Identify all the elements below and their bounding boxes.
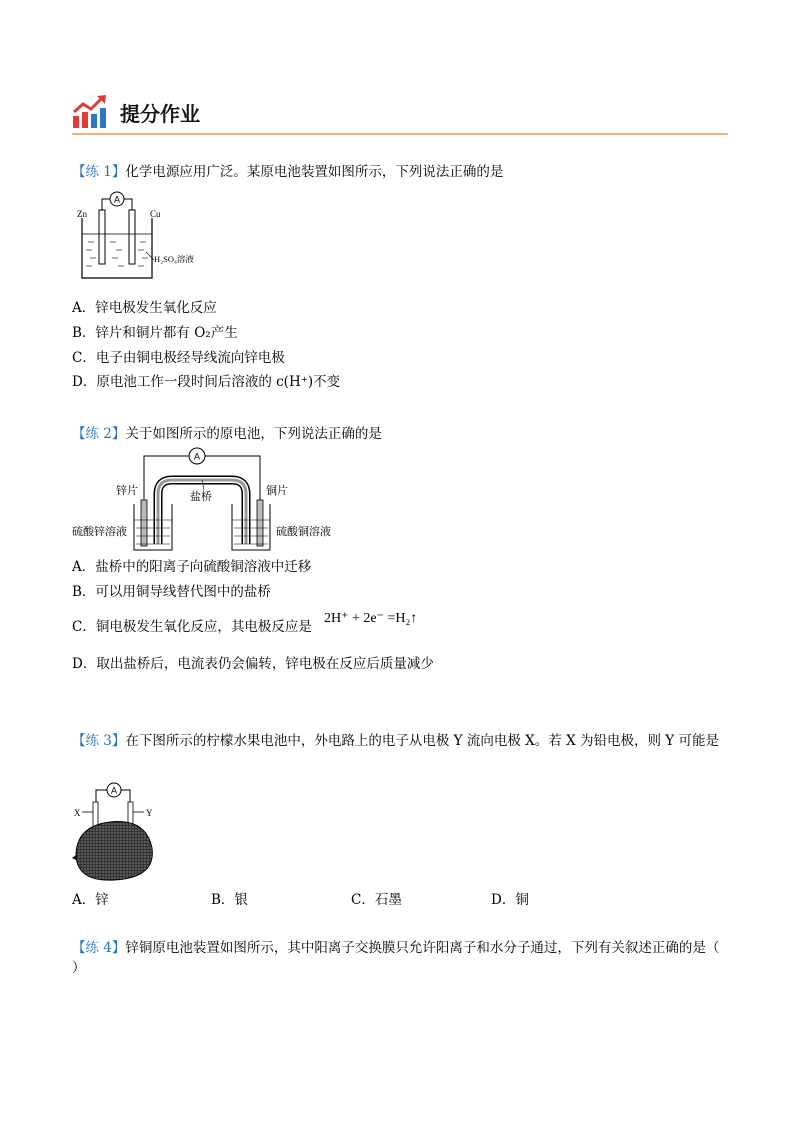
question-tag: 【练 4】 xyxy=(72,940,126,956)
question-4 xyxy=(72,938,728,978)
question-tag: 【练 3】 xyxy=(72,733,126,749)
q1-option-d[interactable]: D．原电池工作一段时间后溶液的 c(H⁺)不变 xyxy=(72,374,341,390)
ammeter-label: A xyxy=(110,785,118,796)
ammeter-label: A xyxy=(193,451,201,462)
q2-option-c[interactable]: C．铜电极发生氧化反应，其电极反应是 xyxy=(72,619,312,635)
q1-option-b[interactable]: B．锌片和铜片都有 O₂产生 xyxy=(72,325,238,341)
question-2 xyxy=(72,424,728,444)
q3-lemon-battery-figure xyxy=(72,778,172,884)
bar-chart-trend-icon xyxy=(72,94,108,130)
q2-option-b[interactable]: B．可以用铜导线替代图中的盐桥 xyxy=(72,584,271,600)
q3-option-a[interactable]: A．锌 xyxy=(72,892,109,908)
solution-label: H₂SO₄溶液 xyxy=(154,254,194,264)
q1-option-a[interactable]: A．锌电极发生氧化反应 xyxy=(72,300,217,316)
question-text: 化学电源应用广泛。某原电池装置如图所示，下列说法正确的是 xyxy=(125,164,504,180)
zinc-plate-label: 锌片 xyxy=(116,484,138,497)
y-electrode-label: Y xyxy=(146,808,153,818)
cu-electrode-label: Cu xyxy=(150,209,161,219)
ammeter-label: A xyxy=(113,194,121,205)
question-text: 关于如图所示的原电池，下列说法正确的是 xyxy=(125,426,382,442)
q1-galvanic-cell-figure xyxy=(72,186,252,286)
q3-option-d[interactable]: D．铜 xyxy=(491,892,529,908)
q3-option-b[interactable]: B．银 xyxy=(211,892,248,908)
q2-option-d[interactable]: D．取出盐桥后，电流表仍会偏转，锌电极在反应后质量减少 xyxy=(72,656,434,672)
question-text: 锌铜原电池装置如图所示，其中阳离子交换膜只允许阳离子和水分子通过，下列有关叙述正确的是（ ） xyxy=(72,940,720,976)
zn-electrode-label: Zn xyxy=(77,209,87,219)
zinc-sulfate-label: 硫酸锌溶液 xyxy=(72,525,127,538)
electrode-equation: 2H⁺ + 2e⁻ =H₂↑ xyxy=(324,611,418,626)
question-tag: 【练 2】 xyxy=(72,426,126,442)
section-header xyxy=(72,94,728,136)
header-divider xyxy=(72,133,728,135)
q1-option-c[interactable]: C．电子由铜电极经导线流向锌电极 xyxy=(72,350,285,366)
salt-bridge-label: 盐桥 xyxy=(190,490,212,503)
question-1 xyxy=(72,162,728,182)
q3-option-c[interactable]: C．石墨 xyxy=(351,892,402,908)
q2-salt-bridge-cell-figure xyxy=(72,444,372,554)
copper-sulfate-label: 硫酸铜溶液 xyxy=(276,525,331,538)
question-text: 在下图所示的柠檬水果电池中，外电路上的电子从电极 Y 流向电极 X。若 X 为铅电极，则 Y 可能是 xyxy=(125,733,719,749)
question-tag: 【练 1】 xyxy=(72,164,126,180)
x-electrode-label: X xyxy=(74,808,81,818)
question-3 xyxy=(72,731,728,751)
page-title: 提分作业 xyxy=(120,102,200,126)
copper-plate-label: 铜片 xyxy=(266,484,288,497)
q2-option-a[interactable]: A．盐桥中的阳离子向硫酸铜溶液中迁移 xyxy=(72,559,312,575)
